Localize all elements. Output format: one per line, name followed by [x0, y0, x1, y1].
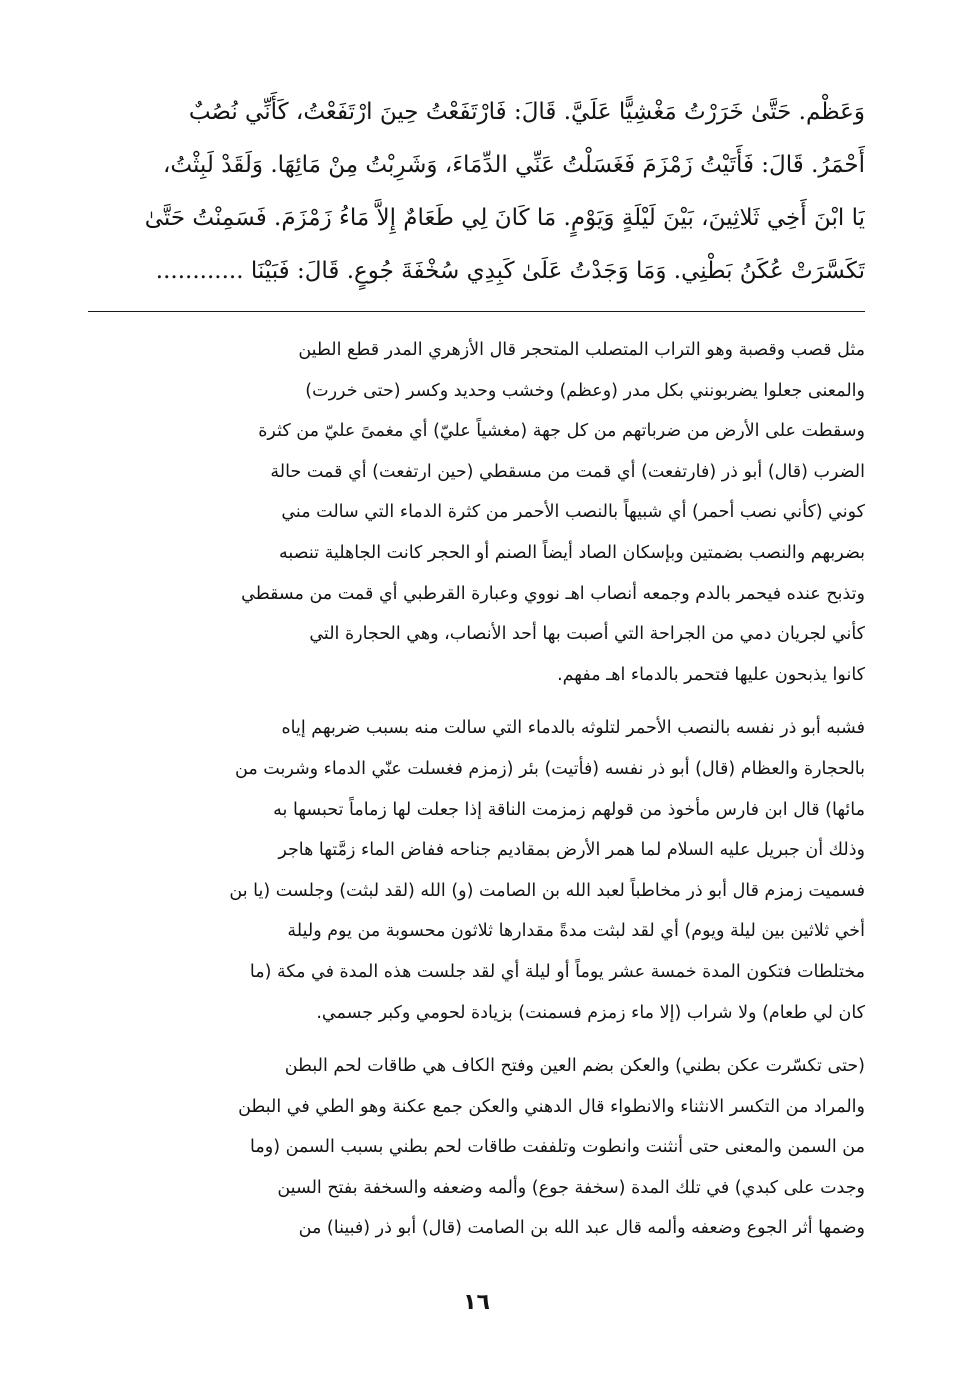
commentary-line: بضربهم والنصب بضمتين وبإسكان الصاد أيضاً الصنم أو الحجر كانت الجاهلية تنصبه: [279, 542, 865, 563]
page-number: ١٦: [463, 1290, 490, 1315]
commentary-line: كوني (كأني نصب أحمر) أي شبيهاً بالنصب الأحمر من كثرة الدماء التي سالت مني: [281, 502, 865, 523]
hadith-line: وَعَظْم. حَتَّىٰ خَرَرْتُ مَغْشِيًّا عَلَيَّ. قَالَ: فَارْتَفَعْتُ حِينَ ارْتَفَعْتُ، كَأَنِّي نُصُبٌ: [188, 99, 865, 125]
separator-rule: [88, 311, 865, 312]
commentary-line: بالحجارة والعظام (قال) أبو ذر نفسه (فأتيت) بئر (زمزم فغسلت عنّي الدماء وشربت من: [235, 758, 865, 779]
commentary-line: كانوا يذبحون عليها فتحمر بالدماء اهـ مفهم.: [557, 664, 865, 685]
commentary-paragraph: [88, 330, 865, 695]
commentary-line: وضمها أثر الجوع وضعفه وألمه قال عبد الله بن الصامت (قال) أبو ذر (فبينا) من: [298, 1218, 865, 1239]
hadith-line: يَا ابْنَ أَخِي ثَلاثِينَ، بَيْنَ لَيْلَةٍ وَيَوْمٍ. مَا كَانَ لِي طَعَامٌ إِلاَّ مَاءُ زَمْزَمَ. فَسَمِنْتُ حَتَّىٰ: [144, 205, 865, 231]
commentary-line: من السمن والمعنى حتى أنثنت وانطوت وتلففت طاقات لحم بطني بسبب السمن (وما: [250, 1137, 865, 1158]
commentary-line: وتذبح عنده فيحمر بالدم وجمعه أنصاب اهـ نووي وعبارة القرطبي أي قمت من مسقطي: [241, 583, 865, 604]
commentary-line: فشبه أبو ذر نفسه بالنصب الأحمر لتلوثه بالدماء التي سالت منه بسبب ضربهم إياه: [281, 718, 865, 739]
commentary-line: كأني لجريان دمي من الجراحة التي أصبت بها أحد الأنصاب، وهي الحجارة التي: [309, 624, 865, 645]
book-page: [88, 0, 865, 1379]
commentary-line: أخي ثلاثين بين ليلة ويوم) أي لقد لبثت مدةً مقدارها ثلاثون محسوبة من يوم وليلة: [287, 921, 865, 942]
commentary-line: وجدت على كبدي) في تلك المدة (سخفة جوع) وألمه وضعفه والسخفة بفتح السين: [277, 1177, 865, 1198]
hadith-line: تَكَسَّرَتْ عُكَنُ بَطْنِي. وَمَا وَجَدْتُ عَلَىٰ كَبِدِي سُخْفَةَ جُوعٍ. قَالَ: فَبَيْنَا ............: [155, 258, 865, 284]
commentary-line: (حتى تكسّرت عكن بطني) والعكن بضم العين وفتح الكاف هي طاقات لحم البطن: [284, 1056, 865, 1077]
commentary-paragraph: [88, 1046, 865, 1249]
hadith-line: أَحْمَرُ. قَالَ: فَأَتَيْتُ زَمْزَمَ فَغَسَلْتُ عَنِّي الدِّمَاءَ، وَشَرِبْتُ مِنْ مَائِهَا. وَلَقَدْ لَبِثْتُ،: [162, 152, 865, 178]
commentary-line: مختلطات فتكون المدة خمسة عشر يوماً أو ليلة أي لقد جلست هذه المدة في مكة (ما: [249, 961, 865, 982]
commentary-block: [88, 330, 865, 1249]
commentary-line: مائها) قال ابن فارس مأخوذ من قولهم زمزمت الناقة إذا جعلت لها زماماً تحبسها به: [273, 799, 865, 820]
commentary-paragraph: [88, 708, 865, 1033]
commentary-line: فسميت زمزم قال أبو ذر مخاطباً لعبد الله بن الصامت (و) الله (لقد لبثت) وجلست (يا بن: [229, 880, 865, 901]
commentary-line: مثل قصب وقصبة وهو التراب المتصلب المتحجر قال الأزهري المدر قطع الطين: [298, 340, 865, 360]
commentary-line: وسقطت على الأرض من ضرباتهم من كل جهة (مغشياً عليّ) أي مغمىً عليّ من كثرة: [258, 421, 865, 442]
commentary-line: والمراد من التكسر الانثناء والانطواء قال الدهني والعكن جمع عكنة وهو الطي في البطن: [238, 1096, 865, 1117]
commentary-line: وذلك أن جبريل عليه السلام لما همر الأرض بمقاديم جناحه ففاض الماء زمَّتها هاجر: [278, 840, 865, 861]
commentary-line: الضرب (قال) أبو ذر (فارتفعت) أي قمت من مسقطي (حين ارتفعت) أي قمت حالة: [270, 461, 865, 482]
commentary-line: والمعنى جعلوا يضربونني بكل مدر (وعظم) وخشب وحديد وكسر (حتى خررت): [305, 380, 865, 401]
hadith-text-block: [88, 86, 865, 298]
commentary-line: كان لي طعام) ولا شراب (إلا ماء زمزم فسمنت) بزيادة لحومي وكبر جسمي.: [316, 1002, 865, 1023]
